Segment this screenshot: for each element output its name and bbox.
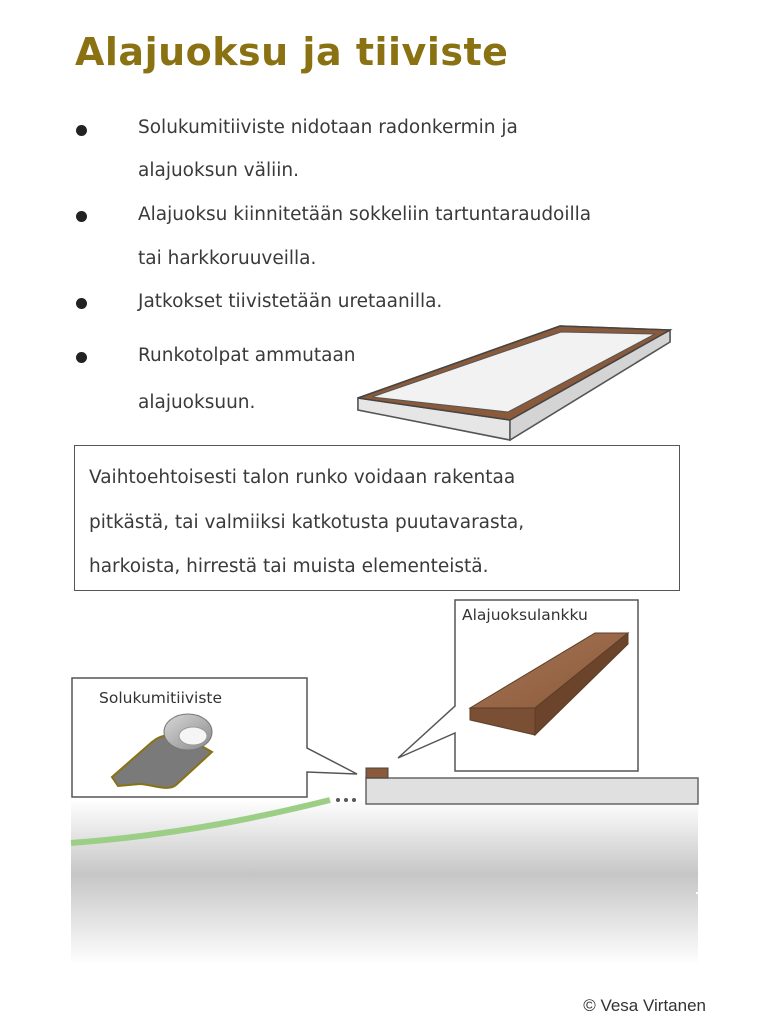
plank-callout-label: Alajuoksulankku xyxy=(462,606,588,624)
sill-plank-small xyxy=(366,768,388,778)
callout-plank xyxy=(398,600,638,771)
page-title: Alajuoksu ja tiiviste xyxy=(75,30,509,74)
bullet-4-line-2: alajuoksuun. xyxy=(138,392,256,413)
info-line-3: harkoista, hirrestä tai muista elementeistä. xyxy=(89,556,489,577)
bullet-2-line-1: Alajuoksu kiinnitetään sokkeliin tartuntaraudoilla xyxy=(138,204,592,225)
foundation-slab-3d xyxy=(358,326,670,440)
info-box xyxy=(74,445,680,591)
foundation-wall xyxy=(366,778,698,804)
info-line-2: pitkästä, tai valmiiksi katkotusta puutavarasta, xyxy=(89,512,525,533)
copyright-text: © Vesa Virtanen xyxy=(583,996,706,1015)
bullet-4-line-1: Runkotolpat ammutaan xyxy=(138,345,356,366)
bullet-2-line-2: tai harkkoruuveilla. xyxy=(138,248,317,269)
info-line-1: Vaihtoehtoisesti talon runko voidaan rakentaa xyxy=(89,467,516,488)
bullet-1-line-2: alajuoksun väliin. xyxy=(138,160,299,181)
bullet-3-line-1: Jatkokset tiivistetään uretaanilla. xyxy=(138,291,443,312)
ground xyxy=(71,800,698,965)
bullet-1-line-1: Solukumitiiviste nidotaan radonkermin ja xyxy=(138,117,518,138)
membrane-dots xyxy=(336,798,356,802)
seal-callout-label: Solukumitiiviste xyxy=(99,689,223,707)
